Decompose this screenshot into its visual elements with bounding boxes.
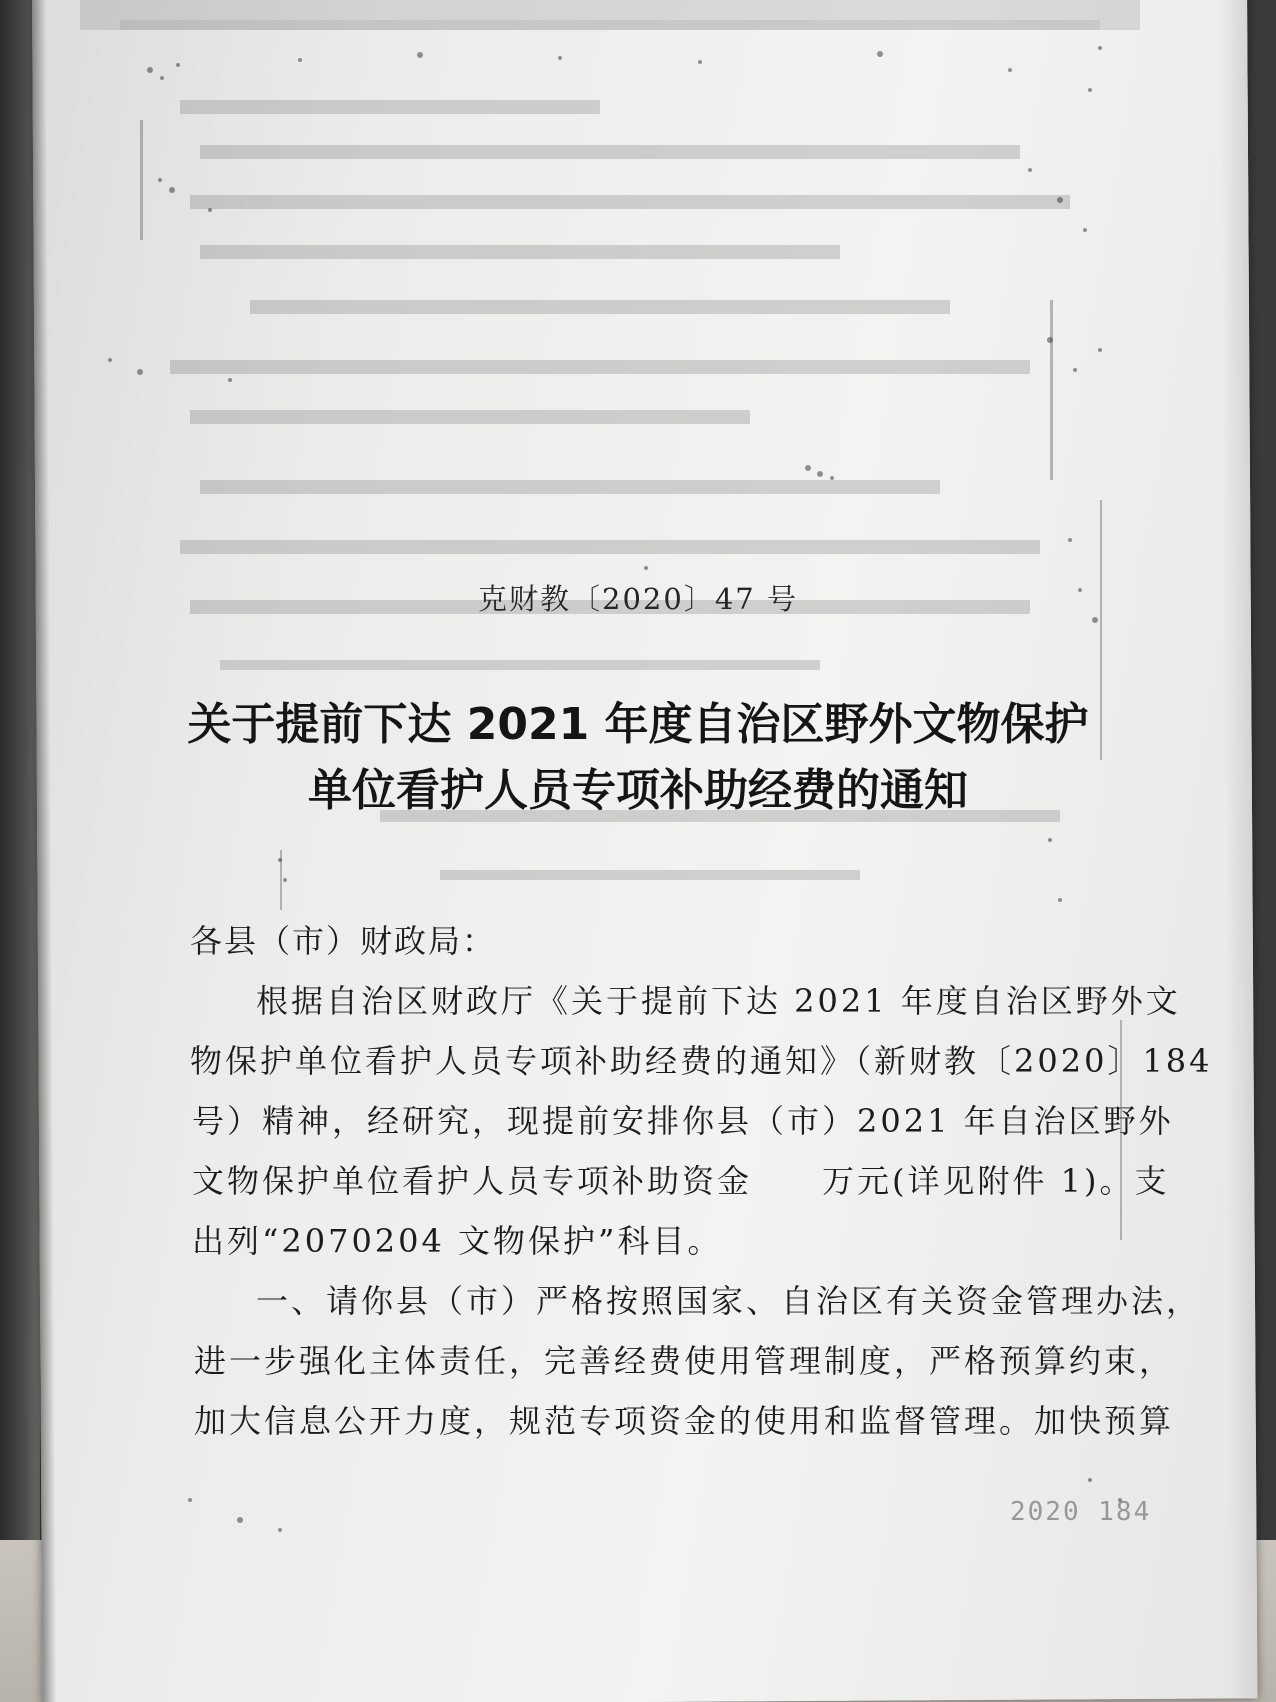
body-line: 号）精神，经研究，现提前安排你县（市）2021 年自治区野外 xyxy=(192,1102,1174,1140)
title-line-1: 关于提前下达 2021 年度自治区野外文物保护 xyxy=(187,699,1089,750)
salutation: 各县（市）财政局： xyxy=(190,922,497,960)
body-line: 出列“2070204 文物保护”科目。 xyxy=(192,1222,723,1260)
body-line: 物保护单位看护人员专项补助经费的通知》（新财教〔2020〕184 xyxy=(190,1042,1213,1080)
faded-footer-number: 2020 184 xyxy=(1010,1497,1152,1527)
document-title xyxy=(0,692,1276,824)
body-line: 根据自治区财政厅《关于提前下达 2021 年度自治区野外文 xyxy=(256,982,1181,1020)
body-line: 一、请你县（市）严格按照国家、自治区有关资金管理办法， xyxy=(256,1282,1202,1320)
title-line-2: 单位看护人员专项补助经费的通知 xyxy=(308,765,968,816)
document-number: 克财教〔2020〕47 号 xyxy=(478,582,798,616)
body-line: 文物保护单位看护人员专项补助资金 万元(详见附件 1)。支 xyxy=(192,1162,1170,1200)
body-line: 加大信息公开力度，规范专项资金的使用和监督管理。加快预算 xyxy=(194,1402,1175,1440)
body-line: 进一步强化主体责任，完善经费使用管理制度，严格预算约束， xyxy=(194,1342,1175,1380)
